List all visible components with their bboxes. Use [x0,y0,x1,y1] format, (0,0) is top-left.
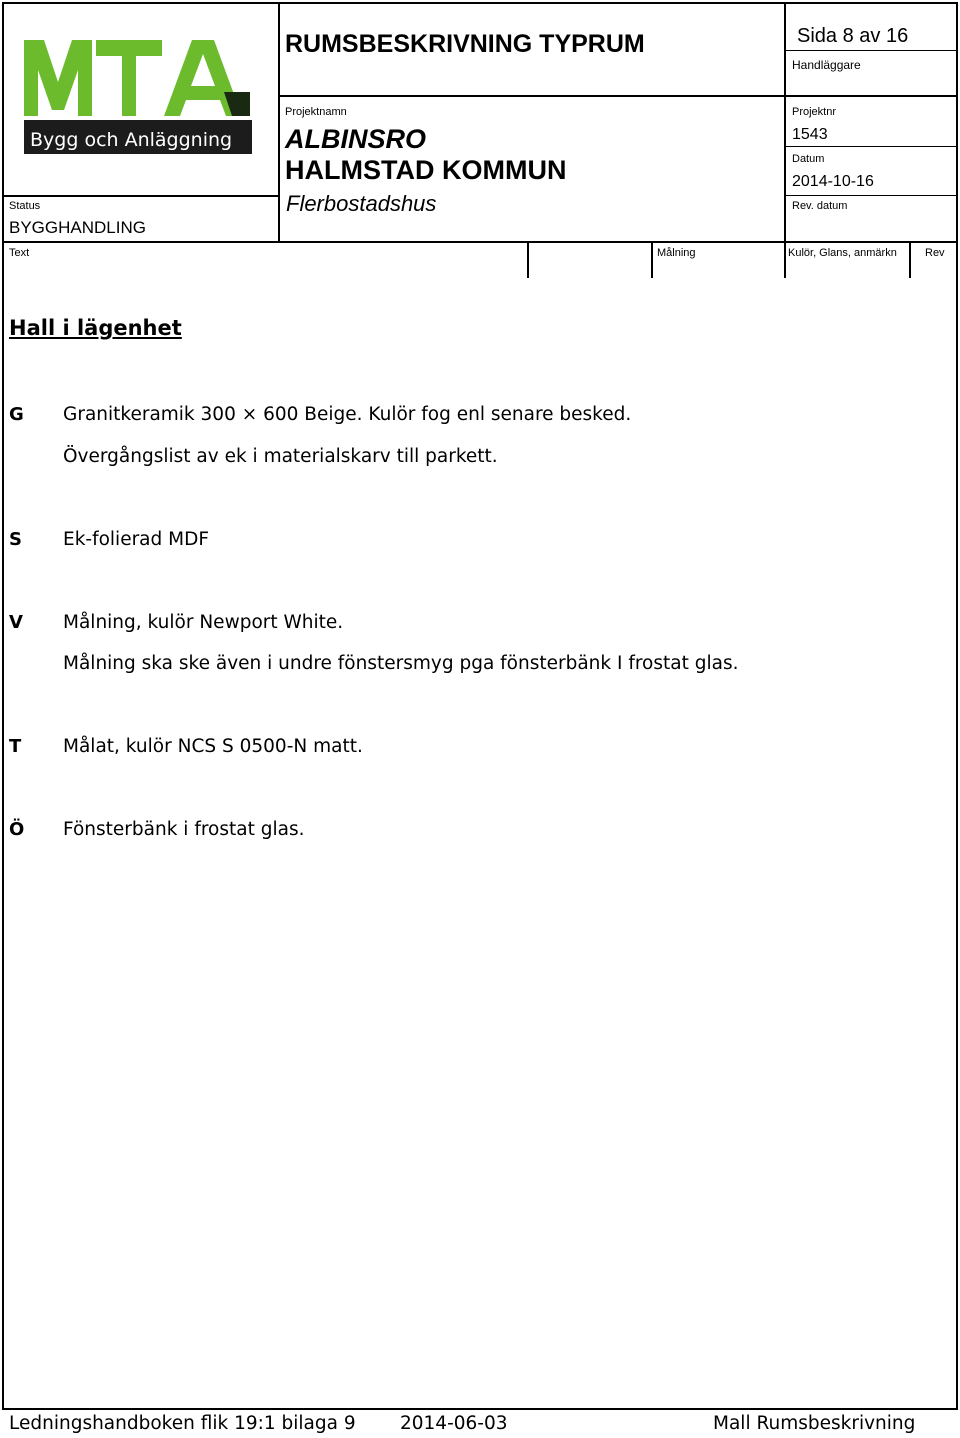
item-t-line-1: Målat, kulör NCS S 0500-N matt. [63,736,363,757]
column-line-kulor [784,241,786,278]
column-line-rev [909,241,911,278]
datum-label: Datum [792,153,825,165]
item-code-t: T [9,736,22,757]
header-divider-right-1 [784,50,956,51]
column-header-malning: Målning [657,247,696,259]
projektnr-value: 1543 [792,126,828,143]
footer-reference: Ledningshandboken flik 19:1 bilaga 9 [9,1413,356,1434]
footer-template-name: Mall Rumsbeskrivning [713,1413,916,1434]
document-title: RUMSBESKRIVNING TYPRUM [285,30,645,58]
header-divider-status [2,195,280,197]
item-code-v: V [9,612,23,633]
company-logo [24,36,256,156]
column-header-kulor: Kulör, Glans, anmärkn [788,247,897,259]
header-col-line-2 [784,2,786,243]
item-code-o: Ö [9,819,25,840]
projektnr-label: Projektnr [792,106,837,118]
item-v-line-2: Målning ska ske även i undre fönstersmyg pga fönsterbänk I frostat glas. [63,653,739,674]
item-code-s: S [9,529,22,550]
column-line-text [527,241,529,278]
datum-value: 2014-10-16 [792,173,874,190]
header-divider-rev [784,195,956,196]
projektnamn-label: Projektnamn [285,106,347,118]
item-s-line-1: Ek-folierad MDF [63,529,209,550]
status-label: Status [9,200,41,212]
header-col-line-1 [278,2,280,243]
item-v-line-1: Målning, kulör Newport White. [63,612,344,633]
column-header-rev: Rev [925,247,945,259]
item-g-line-1: Granitkeramik 300 × 600 Beige. Kulör fog enl senare besked. [63,404,632,425]
header-divider-top [278,95,956,97]
page-frame [2,2,958,1410]
mta-logo-icon [24,36,256,156]
item-o-line-1: Fönsterbänk i frostat glas. [63,819,305,840]
column-line-malning [651,241,653,278]
status-value: BYGGHANDLING [9,218,146,237]
project-name-line1: ALBINSRO [285,124,426,154]
page-number: Sida 8 av 16 [797,25,909,47]
header-divider-right-2 [784,146,956,147]
section-title: Hall i lägenhet [9,316,182,340]
item-g-line-2: Övergångslist av ek i materialskarv till parkett. [63,446,498,467]
logo-tagline: Bygg och Anläggning [30,129,233,151]
footer-date: 2014-06-03 [400,1413,508,1434]
project-name-line2: HALMSTAD KOMMUN [285,155,567,185]
handlaggare-label: Handläggare [792,58,861,72]
header-bottom [2,241,958,243]
rev-datum-label: Rev. datum [792,200,848,212]
project-type: Flerbostadshus [286,191,437,216]
item-code-g: G [9,404,24,425]
column-header-text: Text [9,247,30,259]
